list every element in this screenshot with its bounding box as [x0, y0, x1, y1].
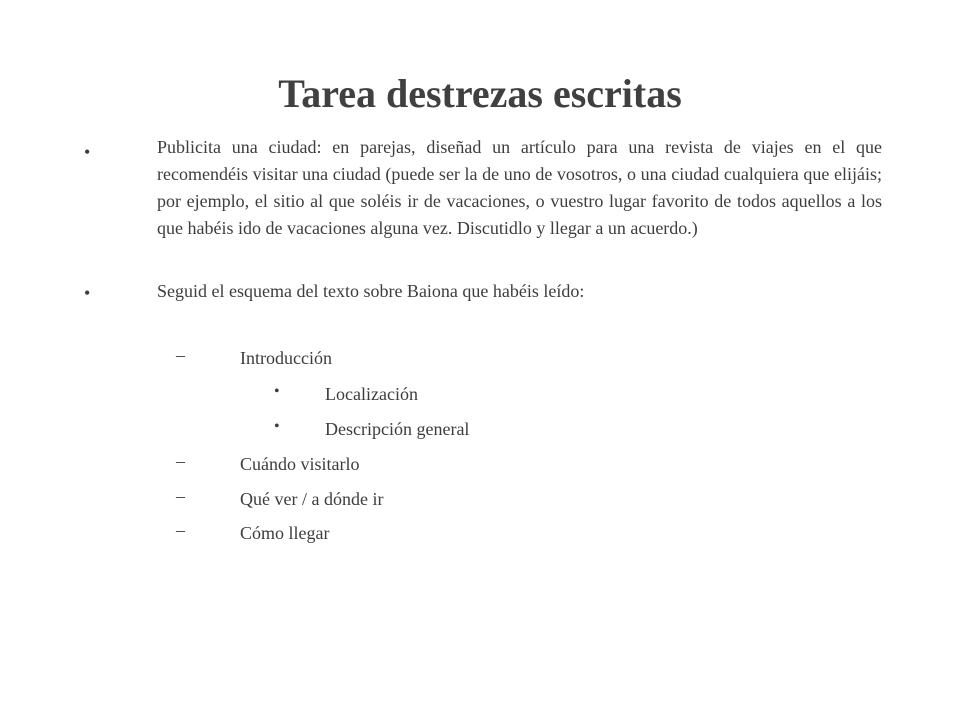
sub-bullet-marker: • [274, 383, 280, 400]
dash-marker: – [176, 345, 185, 365]
bullet-marker: • [84, 283, 91, 303]
outline-item-que-ver: Qué ver / a dónde ir [240, 489, 384, 509]
bullet-marker: • [84, 142, 91, 162]
bullet-text-publicita: Publicita una ciudad: en parejas, diseñad un artículo para una revista de viajes en el que recomendéis visitar una ciudad (puede ser la de uno de vosotros, o una ciudad cualquiera que elijáis; por ejemplo, el sitio al que soléis ir de vacaciones, o vuestro lugar favorito de todos aquellos a los que habéis ido de vacaciones alguna vez. Discutidlo y llegar a un acuerdo.) [157, 137, 882, 238]
dash-marker: – [176, 486, 185, 506]
outline-item-cuando-visitarlo: Cuándo visitarlo [240, 454, 360, 474]
outline-subitem-descripcion-general: Descripción general [325, 419, 470, 439]
slide-title: Tarea destrezas escritas [278, 71, 682, 116]
outline-subitem-localizacion: Localización [325, 384, 418, 404]
bullet-text-esquema: Seguid el esquema del texto sobre Baiona que habéis leído: [157, 281, 585, 301]
sub-bullet-marker: • [274, 418, 280, 435]
dash-marker: – [176, 451, 185, 471]
outline-item-introduccion: Introducción [240, 348, 332, 368]
outline-item-como-llegar: Cómo llegar [240, 523, 330, 543]
dash-marker: – [176, 520, 185, 540]
